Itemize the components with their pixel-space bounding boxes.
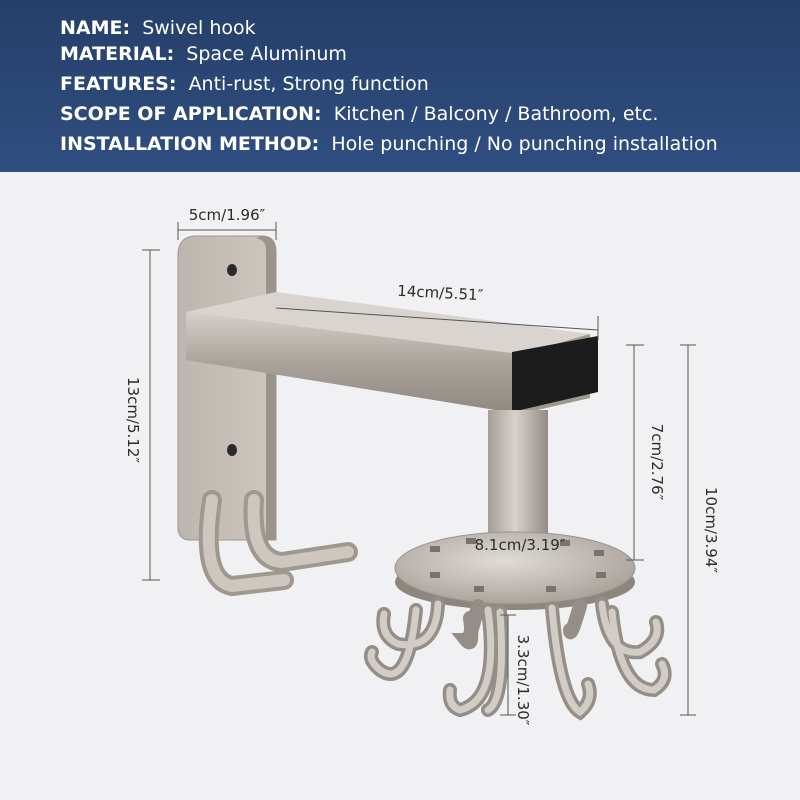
spec-value: Space Aluminum [186,43,347,65]
spec-value: Hole punching / No punching installation [331,133,718,155]
dim-hook-length: 3.3cm/1.30″ [514,634,532,726]
spec-key: FEATURES: [60,73,177,95]
dim-pole-height: 7cm/2.76″ [648,423,666,501]
spec-key: SCOPE OF APPLICATION: [60,103,322,125]
dim-disc-diameter: 8.1cm/3.19″ [474,536,566,554]
screw-hole-top [227,264,237,276]
spec-key: INSTALLATION METHOD: [60,133,320,155]
dim-mount-width: 5cm/1.96″ [188,206,266,224]
dim-arm-length: 14cm/5.51″ [396,281,484,305]
dim-total-height: 10cm/3.94″ [702,486,720,574]
spec-value: Anti-rust, Strong function [188,73,429,95]
spec-key: NAME: [60,17,131,39]
screw-hole-bottom [227,444,237,456]
spec-key: MATERIAL: [60,43,175,65]
dim-mount-height: 13cm/5.12″ [124,376,142,464]
spec-value: Kitchen / Balcony / Bathroom, etc. [333,103,659,125]
spec-value: Swivel hook [142,17,256,39]
